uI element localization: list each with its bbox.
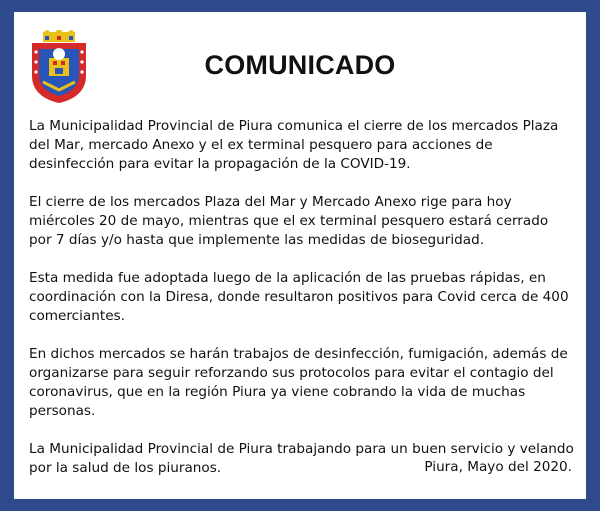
paragraph-market-closure: La Municipalidad Provincial de Piura comunica el cierre de los mercados Plaza del Mar, mercado Anexo y el ex terminal pesquero para acciones de desinfección para evitar la propagación de la COVID-19. [29, 118, 559, 172]
paragraph-closing-statement: La Municipalidad Provincial de Piura trabajando para un buen servicio y velando por la salud de los piuranos. [29, 441, 574, 476]
notice-body [29, 117, 574, 497]
notice-sheet [14, 12, 586, 499]
notice-title: COMUNICADO [204, 50, 396, 80]
signoff-date: Piura, Mayo del 2020. [424, 459, 572, 475]
paragraph-disinfection-work: En dichos mercados se harán trabajos de desinfección, fumigación, además de organizarse para seguir reforzando sus protocolos para evitar el contagio del coronavirus, que en la región Piura ya viene cobrando la vida de muchas personas. [29, 346, 568, 419]
paragraph-closure-schedule: El cierre de los mercados Plaza del Mar y Mercado Anexo rige para hoy miércoles 20 de mayo, mientras que el ex terminal pesquero estará cerrado por 7 días y/o hasta que implemente las medidas de bioseguridad. [29, 194, 549, 248]
paragraph-rapid-tests: Esta medida fue adoptada luego de la aplicación de las pruebas rápidas, en coordinación con la Diresa, donde resultaron positivos para Covid cerca de 400 comerciantes. [29, 270, 569, 324]
